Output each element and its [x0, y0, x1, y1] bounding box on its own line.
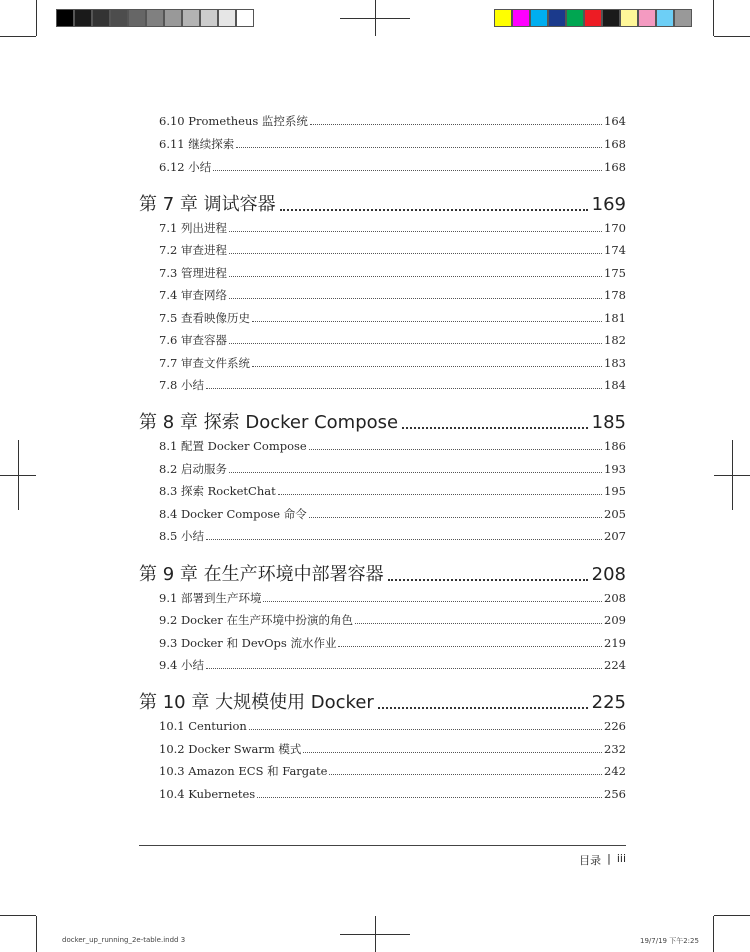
toc-entry-page: 182 [604, 333, 626, 347]
chapter-title: 第 9 章 在生产环境中部署容器 [139, 564, 384, 585]
chapter-title: 第 7 章 调试容器 [139, 194, 276, 215]
dot-leader [338, 646, 602, 647]
dot-leader [263, 601, 602, 602]
dot-leader [378, 707, 588, 709]
dot-leader [206, 388, 602, 389]
dot-leader [249, 729, 602, 730]
toc-entry-title: 7.6 审查容器 [159, 333, 227, 347]
toc-entry[interactable] [159, 353, 626, 371]
dot-leader [213, 170, 602, 171]
toc-entry-title: 8.1 配置 Docker Compose [159, 439, 307, 453]
toc-entry-title: 7.8 小结 [159, 378, 204, 392]
toc-entry-page: 178 [604, 288, 626, 302]
page-footer [579, 852, 626, 868]
toc-entry-page: 164 [604, 114, 626, 128]
toc-entry-title: 6.11 继续探索 [159, 137, 235, 151]
toc-entry[interactable] [159, 218, 626, 236]
toc-entry-title: 7.2 审查进程 [159, 243, 227, 257]
toc-entry[interactable] [159, 134, 626, 152]
dot-leader [229, 231, 602, 232]
toc-entry[interactable] [159, 588, 626, 606]
toc-entry-page: 193 [604, 462, 626, 476]
toc-entry-page: 183 [604, 356, 626, 370]
toc-chapter[interactable] [139, 560, 626, 586]
dot-leader [229, 472, 602, 473]
toc-entry[interactable] [159, 157, 626, 175]
toc-entry[interactable] [159, 504, 626, 522]
dot-leader [278, 494, 602, 495]
chapter-page: 208 [591, 564, 626, 585]
toc-entry[interactable] [159, 240, 626, 258]
toc-entry-page: 226 [604, 719, 626, 733]
toc-entry[interactable] [159, 308, 626, 326]
toc-entry-title: 8.4 Docker Compose 命令 [159, 507, 307, 521]
toc-entry[interactable] [159, 330, 626, 348]
chapter-title: 第 8 章 探索 Docker Compose [139, 412, 399, 433]
dot-leader [388, 579, 588, 581]
toc-entry-title: 8.3 探索 RocketChat [159, 484, 276, 498]
dot-leader [309, 449, 602, 450]
footer-rule [139, 845, 626, 846]
toc-entry-page: 184 [604, 378, 626, 392]
dot-leader [303, 752, 602, 753]
toc-entry-page: 224 [604, 658, 626, 672]
toc-entry[interactable] [159, 526, 626, 544]
toc-entry[interactable] [159, 784, 626, 802]
dot-leader [329, 774, 602, 775]
toc-entry-title: 9.3 Docker 和 DevOps 流水作业 [159, 636, 337, 650]
dot-leader [229, 253, 602, 254]
toc-entry-page: 256 [604, 787, 626, 801]
toc-entry[interactable] [159, 761, 626, 779]
slug-date: 19/7/19 下午2:25 [640, 937, 699, 945]
toc-entry-title: 8.2 启动服务 [159, 462, 227, 476]
slug-filename: docker_up_running_2e-table.indd 3 [62, 936, 186, 944]
chapter-title: 第 10 章 大规模使用 Docker [139, 692, 374, 713]
toc-entry-page: 208 [604, 591, 626, 605]
toc-entry-page: 242 [604, 764, 626, 778]
dot-leader [206, 539, 602, 540]
toc-chapter[interactable] [139, 688, 626, 714]
footer-separator: | [607, 852, 611, 865]
dot-leader [310, 124, 602, 125]
toc-entry-title: 9.4 小结 [159, 658, 204, 672]
dot-leader [355, 623, 602, 624]
toc-entry-page: 181 [604, 311, 626, 325]
footer-page-number: iii [616, 852, 626, 865]
dot-leader [280, 209, 588, 211]
toc-entry[interactable] [159, 459, 626, 477]
dot-leader [309, 517, 602, 518]
toc-entry-title: 7.4 审查网络 [159, 288, 227, 302]
toc-entry-title: 10.3 Amazon ECS 和 Fargate [159, 764, 328, 778]
toc-entry[interactable] [159, 655, 626, 673]
dot-leader [402, 427, 588, 429]
toc-entry[interactable] [159, 285, 626, 303]
dot-leader [257, 797, 602, 798]
toc-entry-title: 7.1 列出进程 [159, 221, 227, 235]
toc-entry-page: 232 [604, 742, 626, 756]
toc-entry-title: 7.5 查看映像历史 [159, 311, 250, 325]
toc-entry[interactable] [159, 375, 626, 393]
chapter-page: 169 [591, 194, 626, 215]
toc-entry-page: 207 [604, 529, 626, 543]
toc-entry-page: 209 [604, 613, 626, 627]
toc-entry-title: 10.4 Kubernetes [159, 787, 256, 801]
toc-entry-title: 9.2 Docker 在生产环境中扮演的角色 [159, 613, 353, 627]
dot-leader [236, 147, 602, 148]
toc-entry-page: 186 [604, 439, 626, 453]
toc-entry-title: 9.1 部署到生产环境 [159, 591, 262, 605]
toc-entry-title: 6.10 Prometheus 监控系统 [159, 114, 308, 128]
toc-entry[interactable] [159, 716, 626, 734]
toc-entry-page: 168 [604, 137, 626, 151]
toc-entry[interactable] [159, 436, 626, 454]
dot-leader [229, 298, 602, 299]
toc-entry[interactable] [159, 111, 626, 129]
dot-leader [252, 321, 602, 322]
toc-entry-title: 10.2 Docker Swarm 模式 [159, 742, 302, 756]
toc-entry[interactable] [159, 739, 626, 757]
toc-entry-title: 7.7 审查文件系统 [159, 356, 250, 370]
chapter-page: 225 [591, 692, 626, 713]
toc-entry[interactable] [159, 633, 626, 651]
toc-entry-title: 8.5 小结 [159, 529, 204, 543]
toc-entry-title: 7.3 管理进程 [159, 266, 227, 280]
toc-entry-title: 6.12 小结 [159, 160, 212, 174]
toc-entry[interactable] [159, 481, 626, 499]
footer-label: 目录 [579, 854, 602, 867]
toc-chapter[interactable] [139, 408, 626, 434]
dot-leader [252, 366, 602, 367]
toc-entry-page: 219 [604, 636, 626, 650]
toc-entry-page: 174 [604, 243, 626, 257]
toc-entry-title: 10.1 Centurion [159, 719, 247, 733]
toc-entry-page: 175 [604, 266, 626, 280]
dot-leader [229, 276, 602, 277]
toc-entry[interactable] [159, 263, 626, 281]
toc-entry-page: 195 [604, 484, 626, 498]
toc-entry[interactable] [159, 610, 626, 628]
toc-chapter[interactable] [139, 190, 626, 216]
toc-entry-page: 170 [604, 221, 626, 235]
dot-leader [229, 343, 602, 344]
toc-entry-page: 168 [604, 160, 626, 174]
dot-leader [206, 668, 602, 669]
toc-entry-page: 205 [604, 507, 626, 521]
chapter-page: 185 [591, 412, 626, 433]
